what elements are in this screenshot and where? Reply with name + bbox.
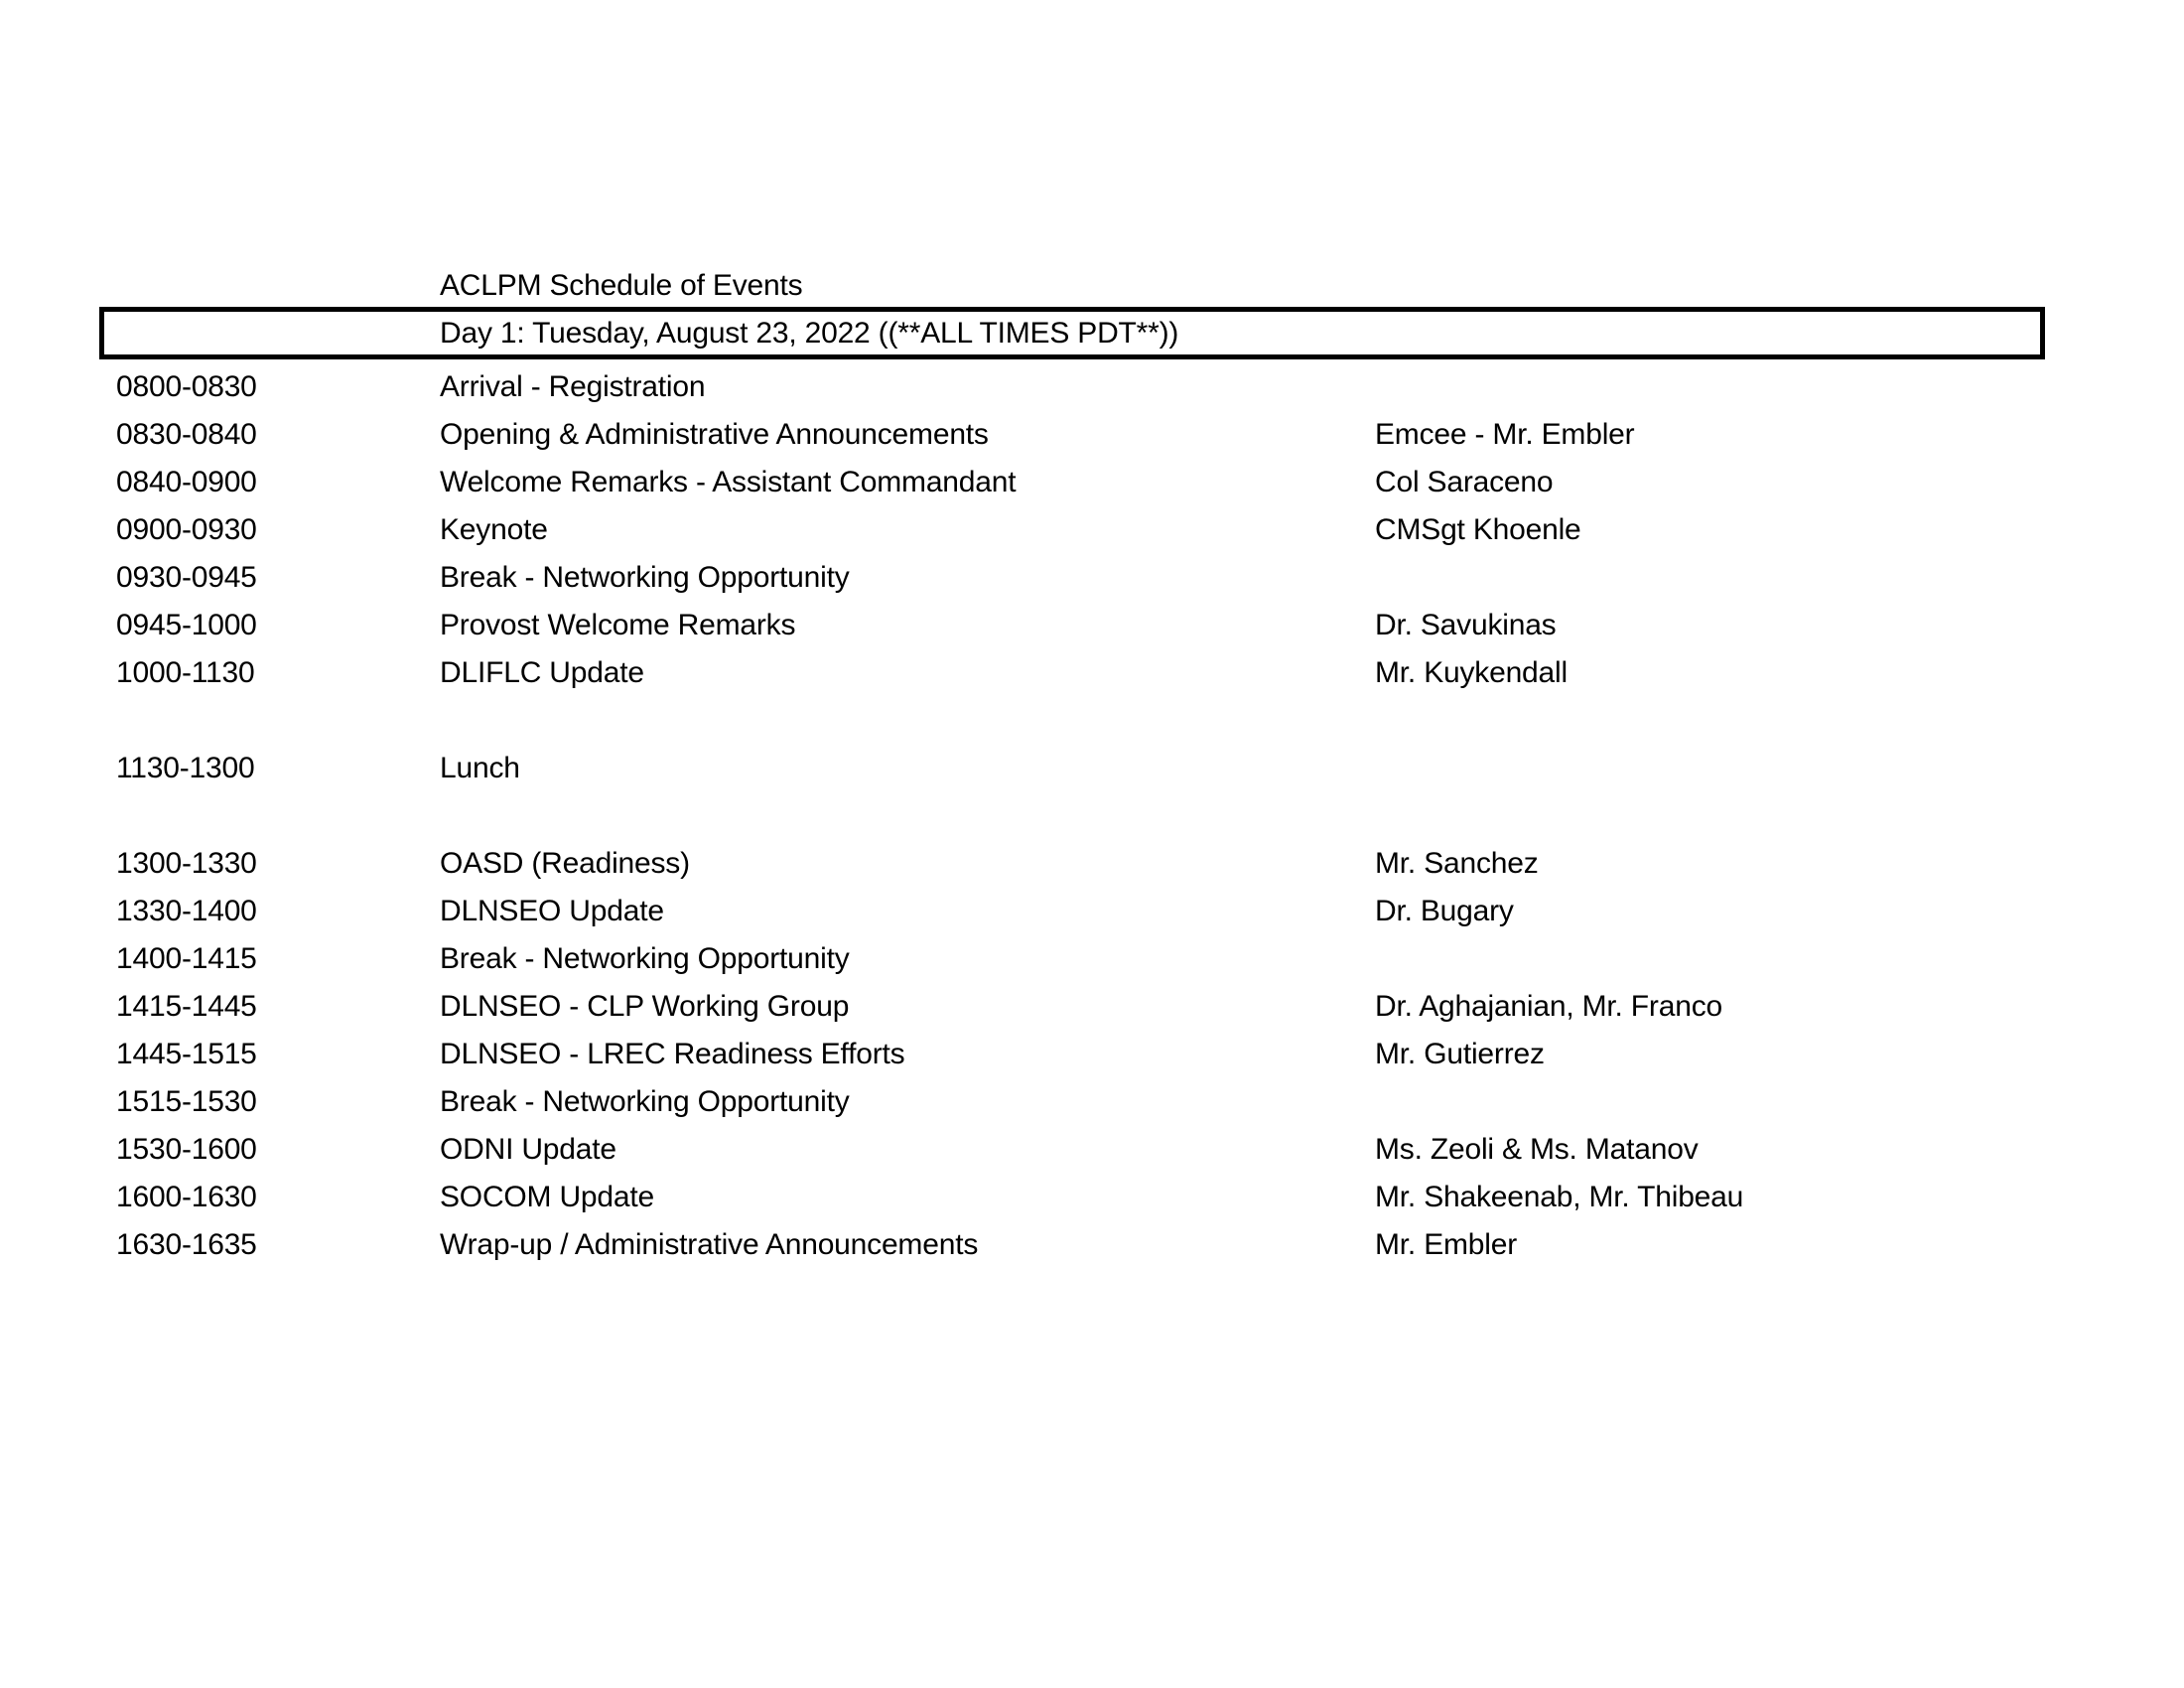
- event-cell: ODNI Update: [440, 1133, 616, 1166]
- time-cell: 1515-1530: [116, 1085, 257, 1118]
- schedule-row: [99, 792, 2075, 840]
- presenter-cell: Emcee - Mr. Embler: [1375, 418, 1635, 451]
- event-cell: Arrival - Registration: [440, 370, 706, 403]
- presenter-cell: Dr. Bugary: [1375, 895, 1514, 927]
- event-cell: SOCOM Update: [440, 1181, 655, 1213]
- presenter-cell: Mr. Embler: [1375, 1228, 1518, 1261]
- time-cell: 0800-0830: [116, 370, 257, 403]
- schedule-row: [99, 602, 2075, 649]
- schedule-row: [99, 745, 2075, 792]
- time-cell: 1630-1635: [116, 1228, 257, 1261]
- schedule-row: [99, 935, 2075, 983]
- time-cell: 1300-1330: [116, 847, 257, 880]
- event-cell: Break - Networking Opportunity: [440, 561, 850, 594]
- schedule-row: [99, 840, 2075, 888]
- schedule-row: [99, 411, 2075, 459]
- event-cell: Opening & Administrative Announcements: [440, 418, 989, 451]
- presenter-cell: Mr. Shakeenab, Mr. Thibeau: [1375, 1181, 1744, 1213]
- time-cell: 1415-1445: [116, 990, 257, 1023]
- event-cell: Welcome Remarks - Assistant Commandant: [440, 466, 1017, 498]
- event-cell: DLIFLC Update: [440, 656, 644, 689]
- presenter-cell: Dr. Savukinas: [1375, 609, 1557, 641]
- event-cell: DLNSEO - CLP Working Group: [440, 990, 850, 1023]
- presenter-cell: Ms. Zeoli & Ms. Matanov: [1375, 1133, 1699, 1166]
- presenter-cell: Mr. Kuykendall: [1375, 656, 1568, 689]
- time-cell: 1445-1515: [116, 1038, 257, 1070]
- schedule-row: [99, 1031, 2075, 1078]
- day-header-box: [99, 307, 2045, 359]
- event-cell: Keynote: [440, 513, 548, 546]
- presenter-cell: Col Saraceno: [1375, 466, 1554, 498]
- event-cell: Break - Networking Opportunity: [440, 942, 850, 975]
- schedule-row: [99, 649, 2075, 697]
- schedule-row: [99, 697, 2075, 745]
- presenter-cell: Dr. Aghajanian, Mr. Franco: [1375, 990, 1722, 1023]
- schedule-row: [99, 888, 2075, 935]
- schedule-row: [99, 983, 2075, 1031]
- event-cell: Break - Networking Opportunity: [440, 1085, 850, 1118]
- time-cell: 1330-1400: [116, 895, 257, 927]
- event-cell: DLNSEO Update: [440, 895, 664, 927]
- event-cell: DLNSEO - LREC Readiness Efforts: [440, 1038, 905, 1070]
- time-cell: 1530-1600: [116, 1133, 257, 1166]
- event-cell: OASD (Readiness): [440, 847, 690, 880]
- presenter-cell: Mr. Sanchez: [1375, 847, 1539, 880]
- time-cell: 0930-0945: [116, 561, 257, 594]
- schedule-row: [99, 459, 2075, 506]
- schedule-row: [99, 554, 2075, 602]
- time-cell: 0945-1000: [116, 609, 257, 641]
- time-cell: 1600-1630: [116, 1181, 257, 1213]
- schedule-rows: [99, 363, 2075, 1269]
- page-title: ACLPM Schedule of Events: [440, 269, 803, 302]
- time-cell: 1000-1130: [116, 656, 255, 689]
- time-cell: 0900-0930: [116, 513, 257, 546]
- presenter-cell: CMSgt Khoenle: [1375, 513, 1581, 546]
- day-header-label: Day 1: Tuesday, August 23, 2022 ((**ALL TIMES PDT**)): [440, 317, 1179, 350]
- time-cell: 0830-0840: [116, 418, 257, 451]
- presenter-cell: Mr. Gutierrez: [1375, 1038, 1545, 1070]
- schedule-row: [99, 1126, 2075, 1174]
- time-cell: 0840-0900: [116, 466, 257, 498]
- schedule-row: [99, 1221, 2075, 1269]
- schedule-row: [99, 506, 2075, 554]
- time-cell: 1130-1300: [116, 752, 255, 784]
- event-cell: Lunch: [440, 752, 520, 784]
- schedule-row: [99, 363, 2075, 411]
- time-cell: 1400-1415: [116, 942, 257, 975]
- event-cell: Wrap-up / Administrative Announcements: [440, 1228, 979, 1261]
- schedule-row: [99, 1174, 2075, 1221]
- event-cell: Provost Welcome Remarks: [440, 609, 796, 641]
- schedule-row: [99, 1078, 2075, 1126]
